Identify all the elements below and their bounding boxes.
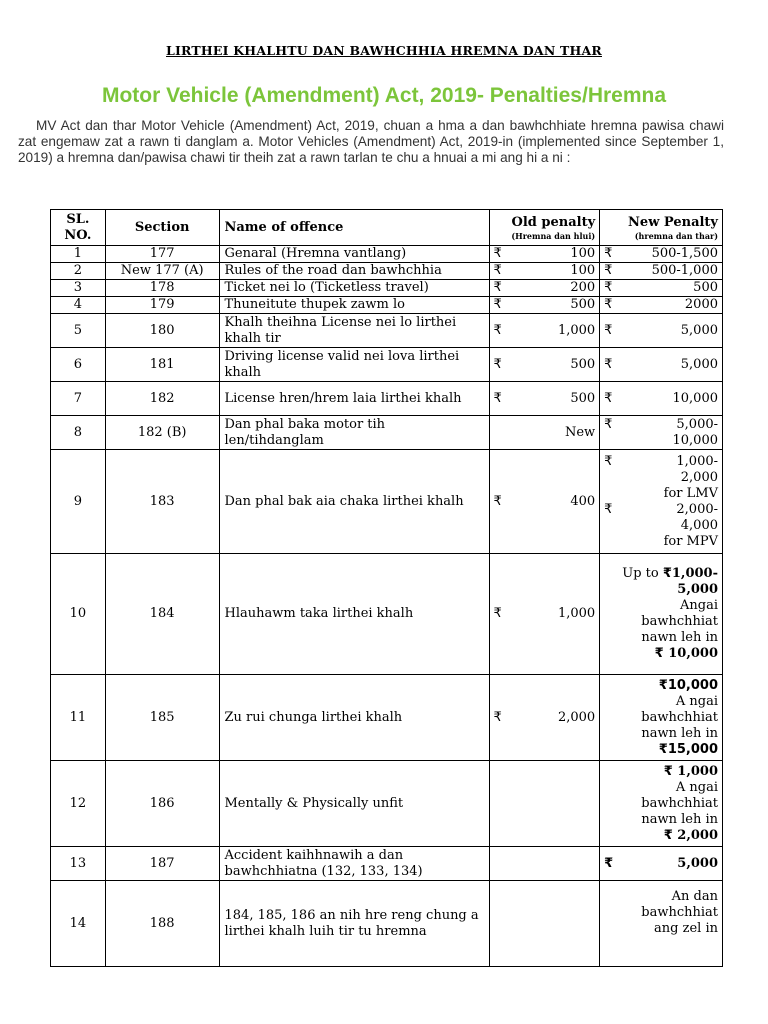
rupee-icon: ₹: [493, 263, 502, 278]
old-value: 500: [570, 297, 596, 312]
header-new-penalty: [600, 210, 723, 246]
table-row: [51, 554, 723, 675]
header-old-label: Old penalty: [511, 214, 596, 230]
cell-sl: 10: [51, 554, 106, 675]
cell-sl: 13: [51, 847, 106, 881]
new-value: 500: [693, 280, 718, 295]
cell-section: 183: [105, 450, 219, 554]
new-value: bawhchhiat: [641, 795, 718, 811]
new-value: 10,000: [672, 390, 718, 406]
old-value: 200: [570, 280, 596, 295]
new-value: 5,000: [680, 322, 718, 338]
rupee-icon: ₹: [493, 390, 502, 406]
new-value: 1,000-: [671, 566, 718, 581]
rupee-icon: ₹: [493, 280, 502, 295]
cell-sl: 2: [51, 263, 106, 280]
rupee-icon: ₹: [604, 501, 613, 517]
cell-new: [600, 554, 723, 675]
cell-sl: 12: [51, 761, 106, 847]
cell-section: 182: [105, 382, 219, 416]
table-row: [51, 280, 723, 297]
new-value: 1,000: [677, 763, 718, 779]
cell-offence: Khalh theihna License nei lo lirthei khalh tir: [219, 314, 489, 348]
rupee-icon: ₹: [604, 453, 613, 469]
intro-paragraph: MV Act dan thar Motor Vehicle (Amendment) Act, 2019, chuan a hma a dan bawhchhiate hremna pawisa chawi zat engemaw zat a rawn ti danglam a. Motor Vehicles (Amendment) Act, 2019-in (implemented since September 1, 2019) a hremna dan/pawisa chawi tir theih zat a rawn tarlan te chu a hnuai a mi ang hi a ni :: [18, 118, 724, 165]
cell-new: [600, 881, 723, 967]
new-value: nawn leh in: [641, 811, 718, 827]
cell-old: [489, 246, 600, 263]
rupee-icon: ₹: [493, 709, 502, 725]
header-old-penalty: [489, 210, 600, 246]
cell-sl: 4: [51, 297, 106, 314]
cell-section: 181: [105, 348, 219, 382]
cell-new: [600, 246, 723, 263]
new-value: A ngai: [675, 779, 718, 795]
header-old-sub: (Hremna dan hlui): [511, 230, 596, 241]
cell-sl: 7: [51, 382, 106, 416]
table-row: [51, 263, 723, 280]
new-value: ₹10,000: [658, 677, 718, 693]
cell-sl: 3: [51, 280, 106, 297]
cell-sl: 6: [51, 348, 106, 382]
cell-old: [489, 761, 600, 847]
cell-sl: 5: [51, 314, 106, 348]
penalty-table: [50, 209, 723, 967]
cell-sl: 9: [51, 450, 106, 554]
rupee-icon: ₹: [663, 827, 673, 843]
cell-section: 179: [105, 297, 219, 314]
cell-section: 186: [105, 761, 219, 847]
cell-old: [489, 847, 600, 881]
table-row: [51, 450, 723, 554]
cell-old: [489, 263, 600, 280]
rupee-icon: ₹: [604, 416, 613, 432]
new-value: 2,000: [677, 827, 718, 843]
cell-offence: Mentally & Physically unfit: [219, 761, 489, 847]
new-value: ₹15,000: [658, 741, 718, 757]
cell-section: New 177 (A): [105, 263, 219, 280]
rupee-icon: ₹: [493, 493, 502, 509]
rupee-icon: ₹: [663, 763, 673, 779]
new-value: 500-1,500: [651, 246, 718, 261]
cell-section: 180: [105, 314, 219, 348]
cell-old: [489, 382, 600, 416]
header-offence: Name of offence: [219, 210, 489, 246]
new-value: A ngai: [675, 693, 718, 709]
cell-offence: Driving license valid nei lova lirthei khalh: [219, 348, 489, 382]
cell-old: [489, 280, 600, 297]
cell-offence: Accident kaihhnawih a dan bawhchhiatna (132, 133, 134): [219, 847, 489, 881]
cell-sl: 1: [51, 246, 106, 263]
cell-offence: License hren/hrem laia lirthei khalh: [219, 382, 489, 416]
old-value: 1,000: [557, 322, 596, 338]
rupee-icon: ₹: [493, 606, 502, 621]
new-value: ang zel in: [654, 921, 718, 936]
cell-offence: 184, 185, 186 an nih hre reng chung a lirthei khalh luih tir tu hremna: [219, 881, 489, 967]
new-value: 5,000: [677, 582, 718, 597]
cell-new: [600, 675, 723, 761]
cell-old: [489, 450, 600, 554]
cell-section: 182 (B): [105, 416, 219, 450]
cell-old: [489, 881, 600, 967]
rupee-icon: ₹: [654, 646, 664, 661]
new-value: 5,000- 10,000: [672, 416, 718, 448]
new-value: 4,000: [680, 517, 718, 533]
table-row: [51, 348, 723, 382]
cell-section: 188: [105, 881, 219, 967]
rupee-icon: ₹: [662, 566, 672, 581]
old-value: 1,000: [557, 606, 596, 621]
table-row: [51, 416, 723, 450]
new-value: nawn leh in: [641, 725, 718, 741]
new-value: 500-1,000: [651, 263, 718, 278]
new-value: 2000: [684, 297, 718, 312]
cell-offence: Genaral (Hremna vantlang): [219, 246, 489, 263]
rupee-icon: ₹: [604, 297, 613, 312]
cell-new: [600, 314, 723, 348]
new-value: 2,000: [680, 469, 718, 485]
old-value: 500: [570, 356, 596, 372]
old-value: 100: [570, 246, 596, 261]
cell-section: 177: [105, 246, 219, 263]
header-section: Section: [105, 210, 219, 246]
table-header-row: [51, 210, 723, 246]
cell-old: [489, 554, 600, 675]
cell-sl: 8: [51, 416, 106, 450]
cell-offence: Dan phal baka motor tih len/tihdanglam: [219, 416, 489, 450]
cell-sl: 11: [51, 675, 106, 761]
new-value: Angai: [680, 598, 718, 613]
new-value: Up to: [622, 566, 659, 581]
new-value: bawhchhiat: [641, 905, 718, 920]
new-value: 5,000: [680, 356, 718, 372]
cell-new: [600, 280, 723, 297]
old-value: 400: [570, 493, 596, 509]
rupee-icon: ₹: [604, 356, 613, 372]
cell-new: [600, 263, 723, 280]
table-row: [51, 761, 723, 847]
cell-offence: Zu rui chunga lirthei khalh: [219, 675, 489, 761]
new-value: for LMV: [663, 485, 718, 501]
new-value: nawn leh in: [641, 630, 718, 645]
old-value: 500: [570, 390, 596, 406]
table-row: [51, 847, 723, 881]
rupee-icon: ₹: [493, 322, 502, 338]
new-value: 10,000: [668, 646, 718, 661]
cell-old: [489, 348, 600, 382]
cell-section: 184: [105, 554, 219, 675]
new-value: bawhchhiat: [641, 709, 718, 725]
rupee-icon: ₹: [604, 390, 613, 406]
new-value: for MPV: [663, 533, 718, 549]
cell-new: [600, 297, 723, 314]
new-value: 5,000: [677, 855, 718, 871]
cell-new: [600, 416, 723, 450]
rupee-icon: ₹: [604, 855, 614, 871]
cell-new: [600, 761, 723, 847]
cell-offence: Rules of the road dan bawhchhia: [219, 263, 489, 280]
header-new-label: New Penalty: [628, 214, 718, 230]
cell-old: [489, 314, 600, 348]
cell-old: [489, 675, 600, 761]
table-row: [51, 297, 723, 314]
rupee-icon: ₹: [604, 322, 613, 338]
cell-old: New: [489, 416, 600, 450]
header-sl-no: SL. NO.: [51, 210, 106, 246]
cell-offence: Hlauhawm taka lirthei khalh: [219, 554, 489, 675]
table-row: [51, 382, 723, 416]
cell-offence: Ticket nei lo (Ticketless travel): [219, 280, 489, 297]
rupee-icon: ₹: [604, 263, 613, 278]
rupee-icon: ₹: [493, 356, 502, 372]
table-row: [51, 314, 723, 348]
new-value: 1,000-: [676, 453, 718, 469]
rupee-icon: ₹: [493, 246, 502, 261]
cell-new: [600, 382, 723, 416]
old-value: 2,000: [557, 709, 596, 725]
document-title: Motor Vehicle (Amendment) Act, 2019- Penalties/Hremna: [101, 84, 667, 107]
cell-section: 185: [105, 675, 219, 761]
table-row: [51, 881, 723, 967]
cell-section: 187: [105, 847, 219, 881]
cell-new: [600, 450, 723, 554]
new-value: 2,000-: [676, 501, 718, 517]
cell-sl: 14: [51, 881, 106, 967]
cell-offence: Dan phal bak aia chaka lirthei khalh: [219, 450, 489, 554]
cell-offence: Thuneitute thupek zawm lo: [219, 297, 489, 314]
new-value: bawhchhiat: [641, 614, 718, 629]
old-value: 100: [570, 263, 596, 278]
table-row: [51, 246, 723, 263]
cell-section: 178: [105, 280, 219, 297]
rupee-icon: ₹: [493, 297, 502, 312]
new-value: An dan: [671, 889, 718, 904]
rupee-icon: ₹: [604, 280, 613, 295]
document-heading: LIRTHEI KHALHTU DAN BAWHCHHIA HREMNA DAN THAR: [166, 43, 602, 58]
cell-new: [600, 348, 723, 382]
rupee-icon: ₹: [604, 246, 613, 261]
cell-new: [600, 847, 723, 881]
table-row: [51, 675, 723, 761]
cell-old: [489, 297, 600, 314]
header-new-sub: (hremna dan thar): [634, 230, 718, 241]
